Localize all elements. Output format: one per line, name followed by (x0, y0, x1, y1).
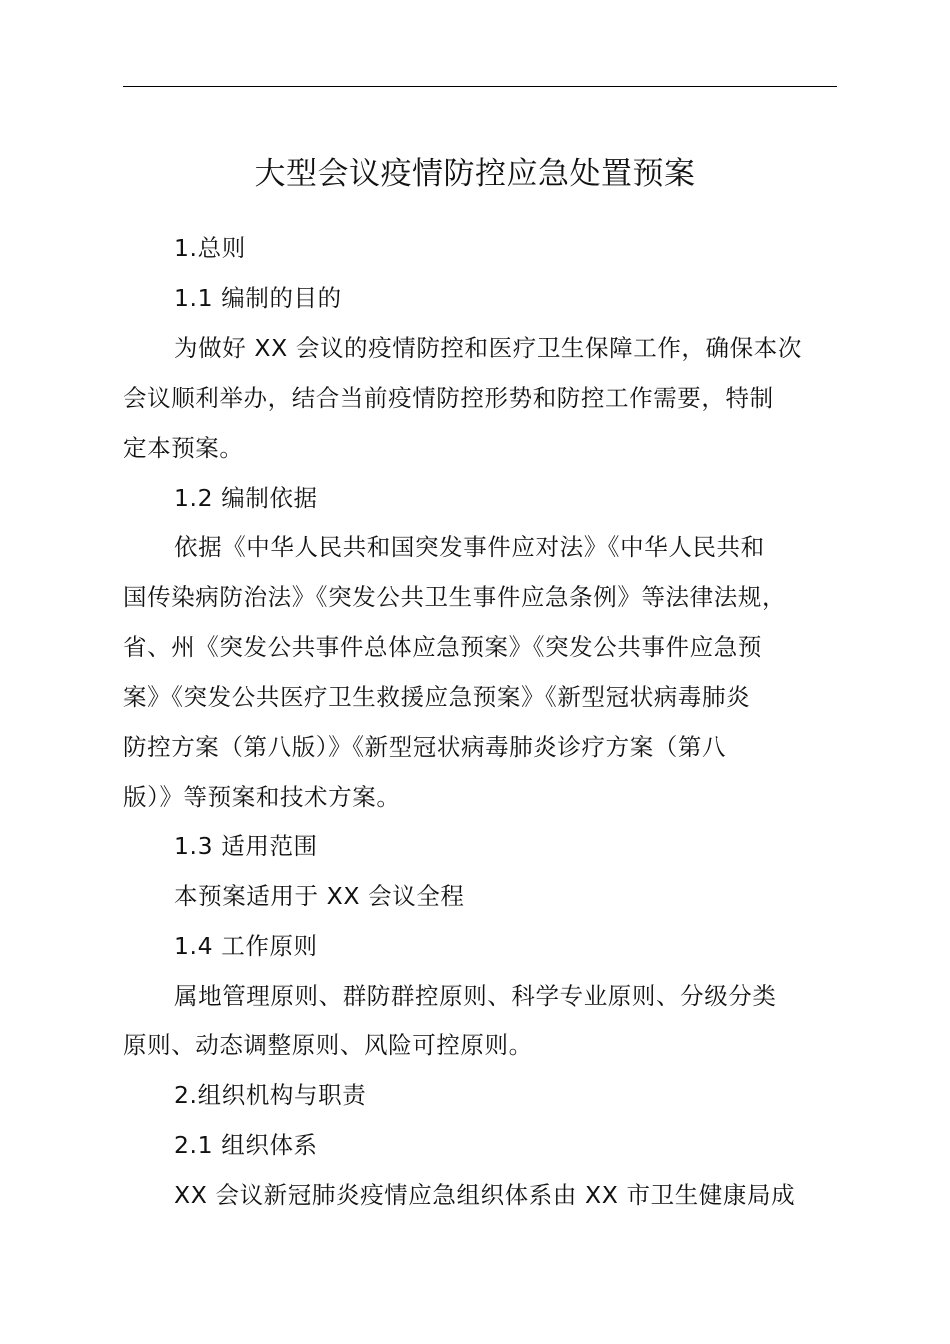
document-title: 大型会议疫情防控应急处置预案 (254, 156, 696, 192)
paragraph-line: 防控方案（第八版）》《新型冠状病毒肺炎诊疗方案（第八 (123, 733, 727, 761)
paragraph-line: 会议顺利举办，结合当前疫情防控形势和防控工作需要，特制 (123, 384, 774, 412)
section-heading: 1.4 工作原则 (174, 932, 318, 960)
paragraph-line: 为做好 XX 会议的疫情防控和医疗卫生保障工作，确保本次 (174, 334, 802, 362)
section-heading: 1.3 适用范围 (174, 832, 318, 860)
header-rule (123, 86, 837, 87)
paragraph-line: 版）》等预案和技术方案。 (123, 783, 401, 811)
paragraph-line: 依据《中华人民共和国突发事件应对法》《中华人民共和 (174, 533, 765, 561)
paragraph-line: XX 会议新冠肺炎疫情应急组织体系由 XX 市卫生健康局成 (174, 1181, 796, 1209)
section-heading: 1.1 编制的目的 (174, 284, 342, 312)
section-heading: 2.1 组织体系 (174, 1131, 318, 1159)
paragraph-line: 国传染病防治法》《突发公共卫生事件应急条例》等法律法规， (123, 583, 787, 611)
paragraph-line: 定本预案。 (123, 434, 244, 462)
section-heading: 2.组织机构与职责 (174, 1081, 367, 1109)
paragraph-line: 原则、动态调整原则、风险可控原则。 (123, 1031, 533, 1059)
paragraph-line: 案》《突发公共医疗卫生救援应急预案》《新型冠状病毒肺炎 (123, 683, 751, 711)
section-heading: 1.2 编制依据 (174, 484, 318, 512)
paragraph-line: 属地管理原则、群防群控原则、科学专业原则、分级分类 (174, 982, 777, 1010)
section-heading: 1.总则 (174, 234, 246, 262)
paragraph-line: 省、州《突发公共事件总体应急预案》《突发公共事件应急预 (123, 633, 762, 661)
paragraph-line: 本预案适用于 XX 会议全程 (174, 882, 465, 910)
